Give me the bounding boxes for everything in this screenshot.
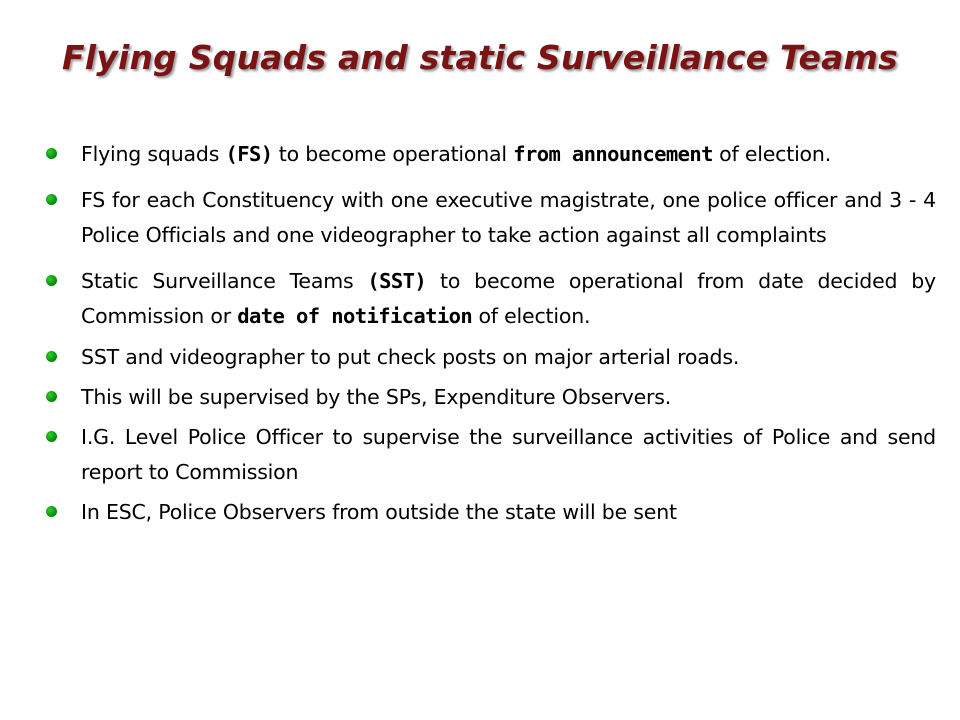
bullet-item-ig-level: [46, 420, 936, 490]
bullet-text-highlight: date of notification: [237, 304, 473, 328]
bullet-text-segment: Static Surveillance Teams: [81, 269, 368, 293]
bullet-text-highlight: (SST): [367, 269, 427, 293]
green-dot-icon: [46, 351, 57, 362]
bullet-text-segment: of election.: [712, 142, 832, 166]
bullet-item-flying-squads: [46, 137, 936, 172]
green-dot-icon: [46, 148, 57, 159]
bullet-text-segment: to become operational from date decided by Commission or: [81, 269, 936, 328]
bullet-text-segment: Flying squads: [81, 142, 226, 166]
bullet-text-segment: to become operational: [272, 142, 514, 166]
green-dot-icon: [46, 431, 57, 442]
green-dot-icon: [46, 194, 57, 205]
bullet-item-supervised: [46, 380, 936, 415]
bullet-text: SST and videographer to put check posts on major arterial roads.: [81, 345, 740, 369]
bullet-text: [81, 142, 831, 166]
bullet-item-sst: [46, 264, 936, 334]
bullet-text: FS for each Constituency with one executive magistrate, one police officer and 3 - 4 Police Officials and one videographer to take action against all complaints: [81, 188, 936, 247]
slide-title: Flying Squads and static Surveillance Teams: [62, 38, 898, 77]
bullet-text-highlight: (FS): [225, 142, 273, 166]
bullet-list: [46, 137, 936, 530]
green-dot-icon: [46, 506, 57, 517]
bullet-text: I.G. Level Police Officer to supervise the surveillance activities of Police and send report to Commission: [81, 425, 936, 484]
green-dot-icon: [46, 275, 57, 286]
bullet-item-fs-constituency: [46, 183, 936, 253]
bullet-text: [81, 269, 936, 328]
bullet-item-esc: [46, 495, 936, 530]
bullet-text: This will be supervised by the SPs, Expenditure Observers.: [81, 385, 672, 409]
bullet-text-segment: of election.: [472, 304, 591, 328]
green-dot-icon: [46, 391, 57, 402]
bullet-text: In ESC, Police Observers from outside the state will be sent: [81, 500, 677, 524]
bullet-item-check-posts: [46, 340, 936, 375]
bullet-text-highlight: from announcement: [513, 142, 713, 166]
